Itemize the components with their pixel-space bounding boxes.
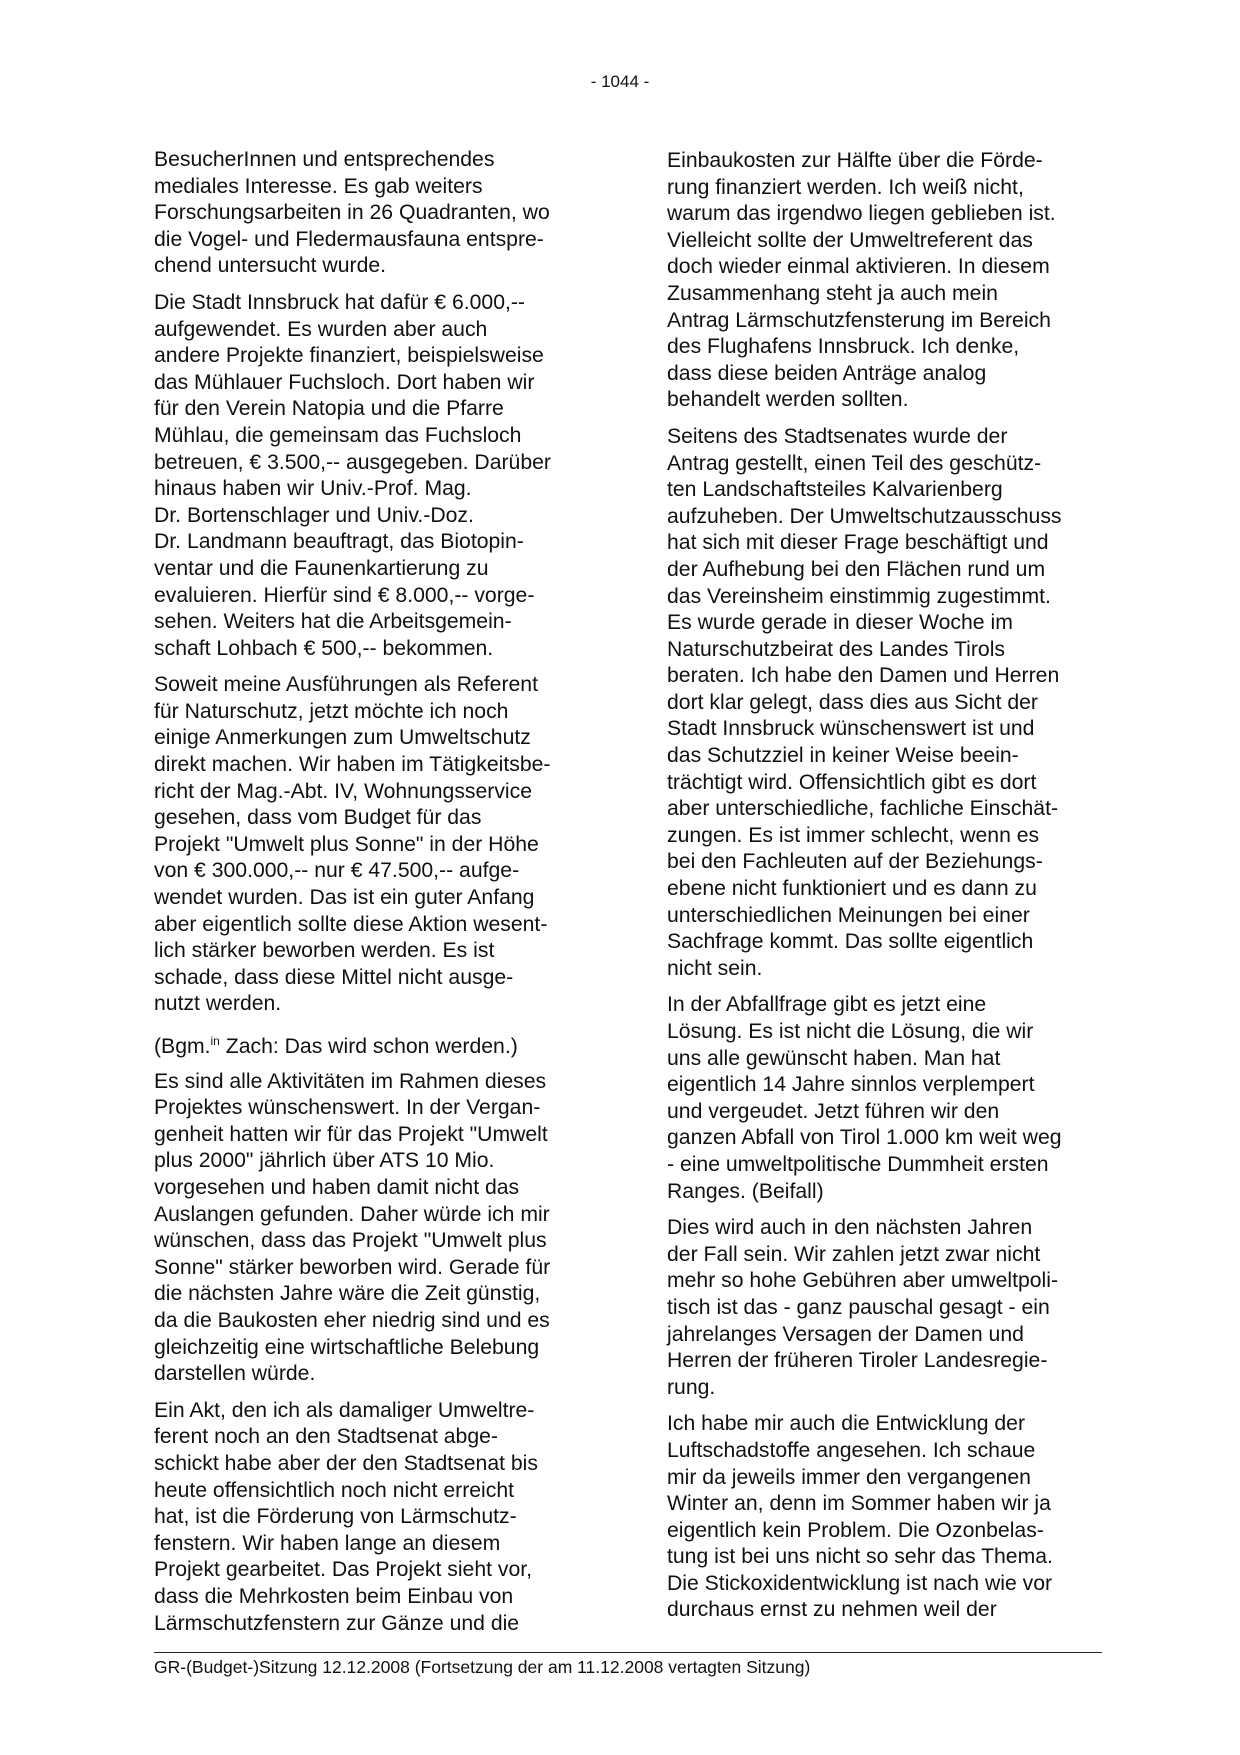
paragraph: Ein Akt, den ich als damaliger Umweltre- ferent noch an den Stadtsenat abge- schickt habe aber der den Stadtsenat bis heute offensichtlich noch nicht erreicht hat, ist die Förderung von Lärmschutz- fenstern. Wir haben lange an diesem Projekt gearbeitet. Das Projekt sieht vor, dass die Mehrkosten beim Einbau von Lärmschutzfenstern zur Gänze und die (154, 1398, 538, 1635)
interjection-text: Zach: Das wird schon werden.) (219, 1035, 518, 1059)
interjection-superscript: in (210, 1034, 220, 1048)
footer-text: GR-(Budget-)Sitzung 12.12.2008 (Fortsetzung der am 11.12.2008 vertagten Sitzung) (154, 1657, 811, 1677)
right-column (667, 148, 1097, 1634)
paragraph: Es sind alle Aktivitäten im Rahmen dieses Projektes wünschenswert. In der Vergan- genheit hatten wir für das Projekt "Umwelt plus 2000" jährlich über ATS 10 Mio. vorgesehen und haben damit nicht das Auslangen gefunden. Daher würde ich mir wünschen, dass das Projekt "Umwelt plus Sonne" stärker beworben wird. Gerade für die nächsten Jahre wäre die Zeit günstig, da die Baukosten eher niedrig sind und es gleichzeitig eine wirtschaftliche Belebung darstellen würde. (154, 1069, 551, 1386)
interjection (154, 1028, 584, 1061)
interjection-speaker: (Bgm. (154, 1035, 211, 1059)
footer-divider (154, 1652, 1102, 1653)
paragraph: In der Abfallfrage gibt es jetzt eine Lösung. Es ist nicht die Lösung, die wir uns alle gewünscht haben. Man hat eigentlich 14 Jahre sinnlos verplempert und vergeudet. Jetzt führen wir den ganzen Abfall von Tirol 1.000 km weit weg - eine umweltpolitische Dummheit ersten Ranges. (Beifall) (667, 993, 1062, 1203)
paragraph: Ich habe mir auch die Entwicklung der Luftschadstoffe angesehen. Ich schaue mir da jeweils immer den vergangenen Winter an, denn im Sommer haben wir ja eigentlich kein Problem. Die Ozonbelas- tung ist bei uns nicht so sehr das Thema. Die Stickoxidentwicklung ist nach wie vor durchaus ernst zu nehmen weil der (667, 1412, 1053, 1622)
paragraph: Soweit meine Ausführungen als Referent für Naturschutz, jetzt möchte ich noch einige Anmerkungen zum Umweltschutz direkt machen. Wir haben im Tätigkeitsbe- richt der Mag.-Abt. IV, Wohnungsservice gesehen, dass vom Budget für das Projekt "Umwelt plus Sonne" in der Höhe von € 300.000,-- nur € 47.500,-- aufge- wendet wurden. Das ist ein guter Anfang aber eigentlich sollte diese Aktion wesent- lich stärker beworben werden. Es ist schade, dass diese Mittel nicht ausge- nutzt werden. (154, 673, 551, 1016)
left-column (154, 147, 584, 1647)
paragraph: Einbaukosten zur Hälfte über die Förde- rung finanziert werden. Ich weiß nicht, warum das irgendwo liegen geblieben ist. Vielleicht sollte der Umweltreferent das doch wieder einmal aktivieren. In diesem Zusammenhang steht ja auch mein Antrag Lärmschutzfensterung im Bereich des Flughafens Innsbruck. Ich denke, dass diese beiden Anträge analog behandelt werden sollten. (667, 149, 1056, 412)
page-number: - 1044 - (590, 72, 650, 91)
paragraph: BesucherInnen und entsprechendes mediales Interesse. Es gab weiters Forschungsarbeiten in 26 Quadranten, wo die Vogel- und Fledermausfauna entspre- chend untersucht wurde. (154, 148, 550, 278)
paragraph: Die Stadt Innsbruck hat dafür € 6.000,-- aufgewendet. Es wurden aber auch andere Projekte finanziert, beispielsweise das Mühlauer Fuchsloch. Dort haben wir für den Verein Natopia und die Pfarre Mühlau, die gemeinsam das Fuchsloch betreuen, € 3.500,-- ausgegeben. Darüber hinaus haben wir Univ.-Prof. Mag. Dr. Bortenschlager und Univ.-Doz. Dr. Landmann beauftragt, das Biotopin- ventar und die Faunenkartierung zu evaluieren. Hierfür sind € 8.000,-- vorge- sehen. Weiters hat die Arbeitsgemein- schaft Lohbach € 500,-- bekommen. (154, 290, 551, 660)
paragraph: Dies wird auch in den nächsten Jahren der Fall sein. Wir zahlen jetzt zwar nicht mehr so hohe Gebühren aber umweltpoli- tisch ist das - ganz pauschal gesagt - ein jahrelanges Versagen der Damen und Herren der früheren Tiroler Landesregie- rung. (667, 1216, 1059, 1399)
paragraph: Seitens des Stadtsenates wurde der Antrag gestellt, einen Teil des geschütz- ten Landschaftsteiles Kalvarienberg aufzuheben. Der Umweltschutzausschuss hat sich mit dieser Frage beschäftigt und der Aufhebung bei den Flächen rund um das Vereinsheim einstimmig zugestimmt. Es wurde gerade in dieser Woche im Naturschutzbeirat des Landes Tirols beraten. Ich habe den Damen und Herren dort klar gelegt, dass dies aus Sicht der Stadt Innsbruck wünschenswert ist und das Schutzziel in keiner Weise beein- trächtigt wird. Offensichtlich gibt es dort aber unterschiedliche, fachliche Einschät- zungen. Es ist immer schlecht, wenn es bei den Fachleuten auf der Beziehungs- ebene nicht funktioniert und es dann zu unterschiedlichen Meinungen bei einer Sachfrage kommt. Das sollte eigentlich nicht sein. (667, 424, 1062, 980)
